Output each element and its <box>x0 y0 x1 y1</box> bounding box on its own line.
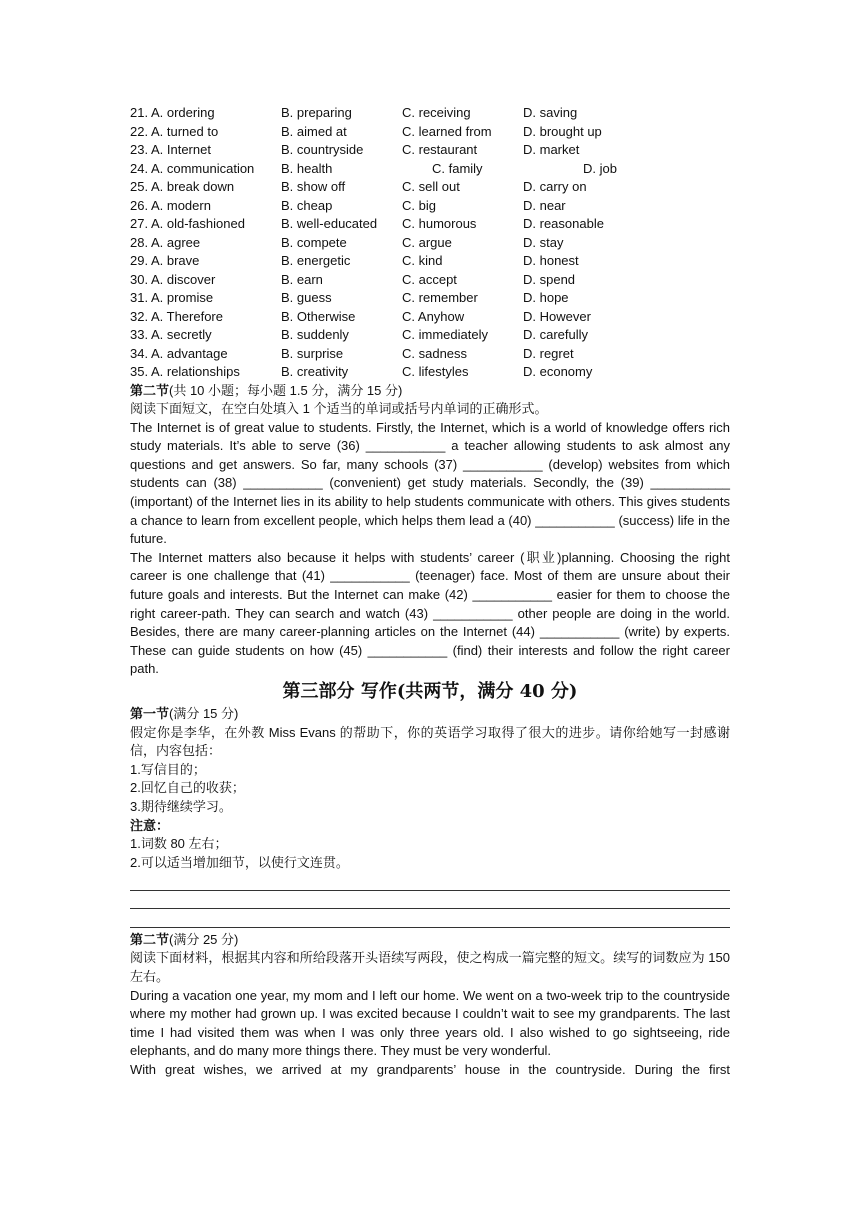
option-b: B. well-educated <box>281 216 378 231</box>
option-b: B. aimed at <box>281 123 347 139</box>
answer-line <box>130 891 730 910</box>
option-c: C. big <box>402 197 436 213</box>
option-d: D. spend <box>523 271 576 287</box>
section2-instruction: 阅读下面短文，在空白处填入 1 个适当的单词或括号内单词的正确形式。 <box>130 401 548 417</box>
option-a: 32. A. Therefore <box>130 308 223 324</box>
writing-sec2-title-line <box>130 931 730 950</box>
option-a: 23. A. Internet <box>130 142 211 157</box>
option-a: 29. A. brave <box>130 253 200 268</box>
writing-point-3: 3.期待继续学习。 <box>130 798 232 814</box>
option-a: 28. A. agree <box>130 234 201 250</box>
part3-heading: 第三部分 写作(共两节，满分 40 分) <box>282 681 578 702</box>
option-c: C. argue <box>402 234 452 250</box>
option-d: D. hope <box>523 290 569 305</box>
section2-title-line <box>130 382 730 401</box>
option-d: D. carry on <box>523 179 587 194</box>
story-paragraph-2: With great wishes, we arrived at my grandparents’ house in the countryside. During the first <box>130 1062 730 1077</box>
option-c: C. lifestyles <box>402 364 469 379</box>
option-row <box>130 308 730 327</box>
option-c: C. learned from <box>402 123 492 139</box>
option-d: D. market <box>523 142 580 157</box>
option-d: D. brought up <box>523 123 602 139</box>
writing-sec2-note: (满分 25 分) <box>169 931 239 947</box>
option-a: 30. A. discover <box>130 271 216 287</box>
option-row <box>130 123 730 142</box>
option-d: D. However <box>523 308 591 324</box>
notice-label: 注意： <box>130 817 170 833</box>
option-row <box>130 215 730 234</box>
option-d: D. regret <box>523 345 574 361</box>
option-c: C. receiving <box>402 105 471 120</box>
option-row <box>130 326 730 345</box>
option-row <box>130 141 730 160</box>
writing-sec2-prompt: 阅读下面材料，根据其内容和所给段落开头语续写两段，使之构成一篇完整的短文。续写的词数应为 150 左右。 <box>130 950 730 985</box>
option-c: C. family <box>432 160 483 176</box>
option-b: B. countryside <box>281 142 364 157</box>
option-c: C. sadness <box>402 345 468 361</box>
option-b: B. preparing <box>281 105 352 120</box>
section2-title: 第二节 <box>130 382 170 398</box>
option-d: D. carefully <box>523 327 589 342</box>
option-a: 25. A. break down <box>130 179 235 194</box>
option-row <box>130 271 730 290</box>
option-b: B. energetic <box>281 253 351 268</box>
option-row <box>130 252 730 271</box>
writing-point-1: 1.写信目的； <box>130 761 206 777</box>
option-row <box>130 178 730 197</box>
option-c: C. kind <box>402 253 443 268</box>
writing-sec1-note: (满分 15 分) <box>169 706 239 721</box>
option-a: 35. A. relationships <box>130 364 240 379</box>
option-d: D. saving <box>523 105 578 120</box>
option-d: D. near <box>523 197 566 213</box>
option-a: 31. A. promise <box>130 290 214 305</box>
option-row <box>130 363 730 382</box>
option-row <box>130 345 730 364</box>
answer-line <box>130 872 730 891</box>
option-c: C. restaurant <box>402 142 478 157</box>
option-b: B. health <box>281 160 333 176</box>
option-b: B. cheap <box>281 197 333 213</box>
writing-sec1-title-line <box>130 705 730 724</box>
option-a: 21. A. ordering <box>130 105 215 120</box>
option-c: C. immediately <box>402 327 488 342</box>
option-a: 24. A. communication <box>130 160 255 176</box>
option-c: C. humorous <box>402 216 477 231</box>
option-b: B. show off <box>281 179 346 194</box>
option-d: D. job <box>583 160 617 176</box>
option-d: D. reasonable <box>523 216 604 231</box>
option-b: B. compete <box>281 234 347 250</box>
story-paragraph-1: During a vacation one year, my mom and I left our home. We went on a two-week trip to the countryside where my mother had grown up. I was excited because I couldn’t wait to see my grandparents. The last time I had visited them was when I was only three years old. I also wished to go sightseeing, ride elephants, and do many more things there. They must be very wonderful. <box>130 987 730 1059</box>
option-b: B. guess <box>281 290 332 305</box>
option-d: D. economy <box>523 364 593 379</box>
option-b: B. suddenly <box>281 327 349 342</box>
option-b: B. Otherwise <box>281 308 356 324</box>
option-a: 22. A. turned to <box>130 123 219 139</box>
option-c: C. remember <box>402 290 478 305</box>
option-b: B. creativity <box>281 364 349 379</box>
option-d: D. stay <box>523 234 564 250</box>
option-c: C. Anyhow <box>402 308 465 324</box>
passage-paragraph-2: The Internet matters also because it helps with students’ career (职业)planning. Choosing the right career is one challenge that (41) ___________ (teenager) face. Most of them are unsure about their future goals and interests. But the Internet can make (42) ___________ easier for them to choose the right career-path. They can search and watch (43) ___________ other people are doing in the world. Besides, there are many career-planning articles on the Internet (44) ___________ (write) by experts. These can guide students on how (45) ___________ (find) their interests and follow the right career path. <box>130 549 730 677</box>
notice-point-2: 2.可以适当增加细节，以使行文连贯。 <box>130 854 349 870</box>
option-c: C. accept <box>402 271 457 287</box>
option-a: 26. A. modern <box>130 197 211 213</box>
option-row <box>130 160 730 179</box>
option-a: 27. A. old-fashioned <box>130 216 245 231</box>
option-d: D. honest <box>523 253 579 268</box>
cloze-options <box>130 104 730 382</box>
notice-point-1: 1.词数 80 左右； <box>130 836 228 852</box>
option-row <box>130 197 730 216</box>
writing-sec1-title: 第一节 <box>130 706 170 721</box>
option-row <box>130 289 730 308</box>
passage-paragraph-1: The Internet is of great value to students. Firstly, the Internet, which is a world of knowledge offers rich study materials. It’s able to serve (36) ___________ a teacher allowing students to ask almost any questions and get answers. So far, many schools (37) ___________ (develop) websites from which students can (38) ___________ (convenient) get study materials. Secondly, the (39) ___________ (important) of the Internet lies in its ability to help students communicate with others. This gives students a chance to learn from excellent people, which helps them lead a (40) ___________ (success) life in the future. <box>130 419 730 547</box>
option-a: 33. A. secretly <box>130 327 212 342</box>
option-row <box>130 104 730 123</box>
writing-sec2-title: 第二节 <box>130 931 170 947</box>
writing-sec1-prompt: 假定你是李华，在外教 Miss Evans 的帮助下，你的英语学习取得了很大的进步。请你给她写一封感谢信，内容包括： <box>130 724 730 759</box>
exam-page <box>130 104 730 1080</box>
writing-point-2: 2.回忆自己的收获； <box>130 780 245 796</box>
answer-line <box>130 909 730 928</box>
option-b: B. earn <box>281 271 323 287</box>
section2-note: (共 10 小题；每小题 1.5 分，满分 15 分) <box>169 382 403 398</box>
option-c: C. sell out <box>402 179 460 194</box>
option-row <box>130 234 730 253</box>
option-a: 34. A. advantage <box>130 345 228 361</box>
option-b: B. surprise <box>281 345 344 361</box>
